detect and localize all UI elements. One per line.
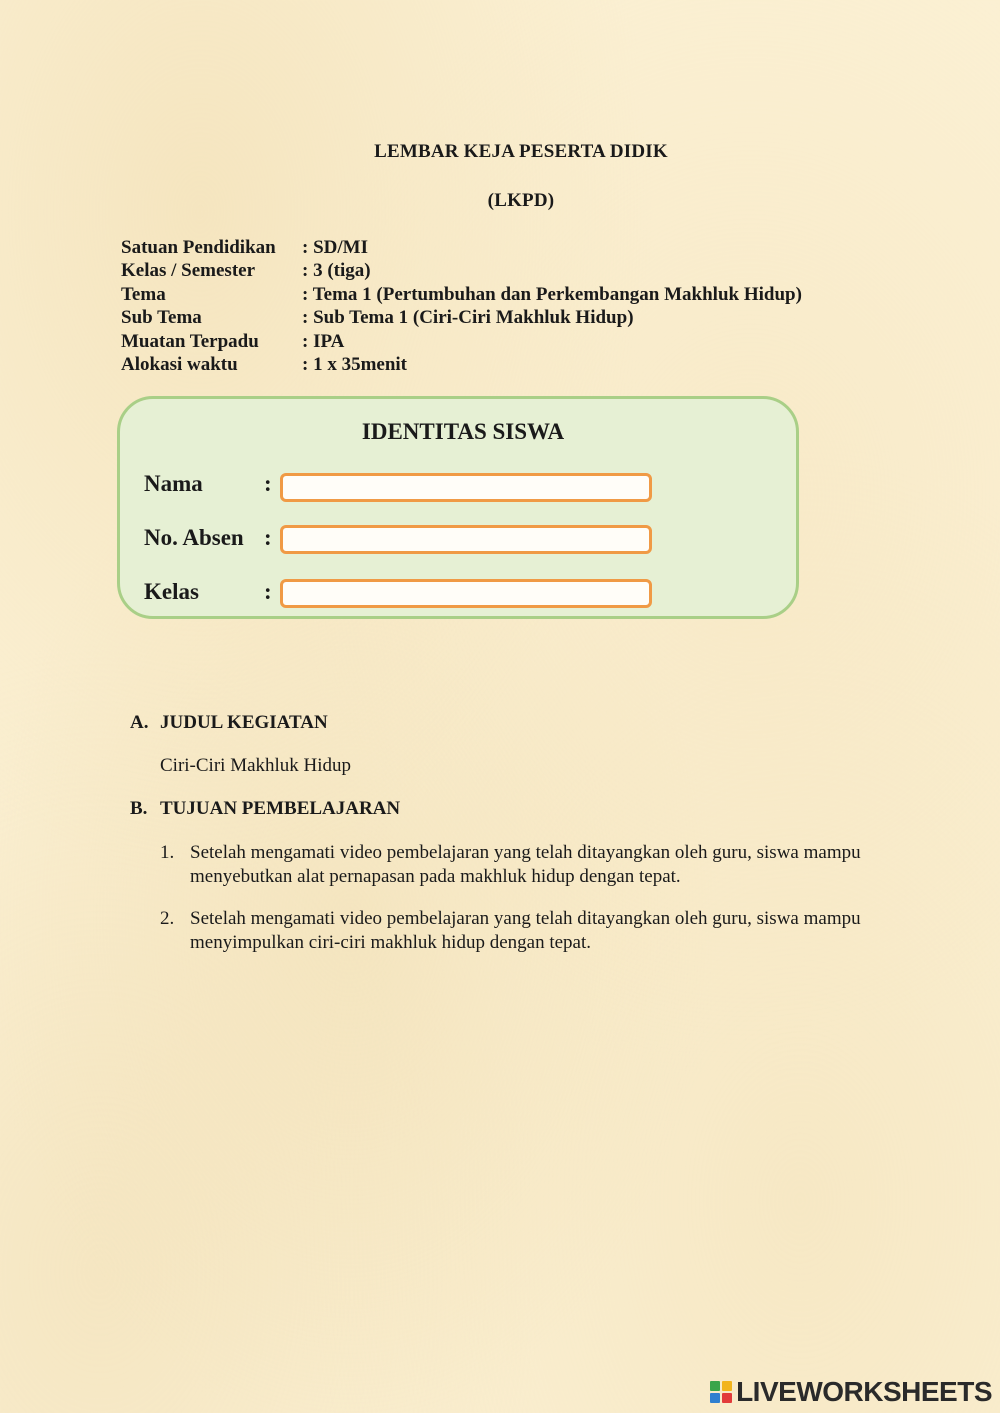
logo-square-blue xyxy=(710,1393,720,1403)
objective-text: Setelah mengamati video pembelajaran yang telah ditayangkan oleh guru, siswa mampu menyimpulkan ciri-ciri makhluk hidup dengan tepat. xyxy=(190,908,861,953)
brand-name: LIVEWORKSHEETS xyxy=(736,1376,992,1407)
section-b-title: TUJUAN PEMBELAJARAN xyxy=(160,798,401,819)
meta-label: Satuan Pendidikan xyxy=(121,237,276,258)
meta-label: Tema xyxy=(121,283,166,305)
meta-value: : 1 x 35menit xyxy=(302,354,408,376)
list-item xyxy=(160,841,920,888)
meta-value: : Tema 1 (Pertumbuhan dan Perkembangan Makhluk Hidup) xyxy=(302,283,802,305)
meta-label: Kelas / Semester xyxy=(121,260,256,282)
liveworksheets-brand xyxy=(710,1376,992,1408)
objective-number: 1. xyxy=(160,842,175,863)
meta-label: Muatan Terpadu xyxy=(121,330,259,352)
list-item xyxy=(160,907,920,954)
meta-row-subtheme xyxy=(121,306,802,329)
student-identity-box xyxy=(117,396,799,619)
activity-title-text: Ciri-Ciri Makhluk Hidup xyxy=(160,755,352,776)
meta-value: : Sub Tema 1 (Ciri-Ciri Makhluk Hidup) xyxy=(302,307,634,329)
name-colon: : xyxy=(264,471,272,496)
meta-value: : IPA xyxy=(302,330,345,352)
identity-title: IDENTITAS SISWA xyxy=(361,419,565,444)
class-input[interactable] xyxy=(280,579,652,608)
learning-objectives-list xyxy=(160,841,920,973)
class-label: Kelas xyxy=(144,579,199,604)
meta-value: : 3 (tiga) xyxy=(302,260,371,282)
meta-value: : SD/MI xyxy=(302,237,368,258)
section-a-title: JUDUL KEGIATAN xyxy=(160,712,328,733)
section-b-letter: B. xyxy=(130,798,148,819)
metadata-table xyxy=(121,236,802,376)
liveworksheets-logo-icon xyxy=(710,1381,732,1403)
meta-label: Alokasi waktu xyxy=(121,354,238,376)
objective-number: 2. xyxy=(160,908,175,929)
meta-row-subject xyxy=(121,330,802,353)
document-title: LEMBAR KEJA PESERTA DIDIK xyxy=(374,141,668,162)
meta-row-school xyxy=(121,236,802,259)
logo-square-yellow xyxy=(722,1381,732,1391)
meta-row-class xyxy=(121,259,802,282)
logo-square-green xyxy=(710,1381,720,1391)
name-input[interactable] xyxy=(280,473,652,502)
document-subtitle: (LKPD) xyxy=(487,190,555,211)
meta-row-time xyxy=(121,353,802,376)
objective-text: Setelah mengamati video pembelajaran yang telah ditayangkan oleh guru, siswa mampu menyebutkan alat pernapasan pada makhluk hidup dengan tepat. xyxy=(190,842,861,887)
section-a-heading xyxy=(130,712,328,734)
meta-row-theme xyxy=(121,283,802,306)
name-label: Nama xyxy=(144,471,203,496)
class-colon: : xyxy=(264,579,272,604)
logo-square-red xyxy=(722,1393,732,1403)
absence-number-label: No. Absen xyxy=(144,525,244,550)
section-b-heading xyxy=(130,798,400,820)
absence-number-colon: : xyxy=(264,525,272,550)
meta-label: Sub Tema xyxy=(121,307,202,329)
absence-number-input[interactable] xyxy=(280,525,652,554)
section-a-letter: A. xyxy=(130,712,149,733)
